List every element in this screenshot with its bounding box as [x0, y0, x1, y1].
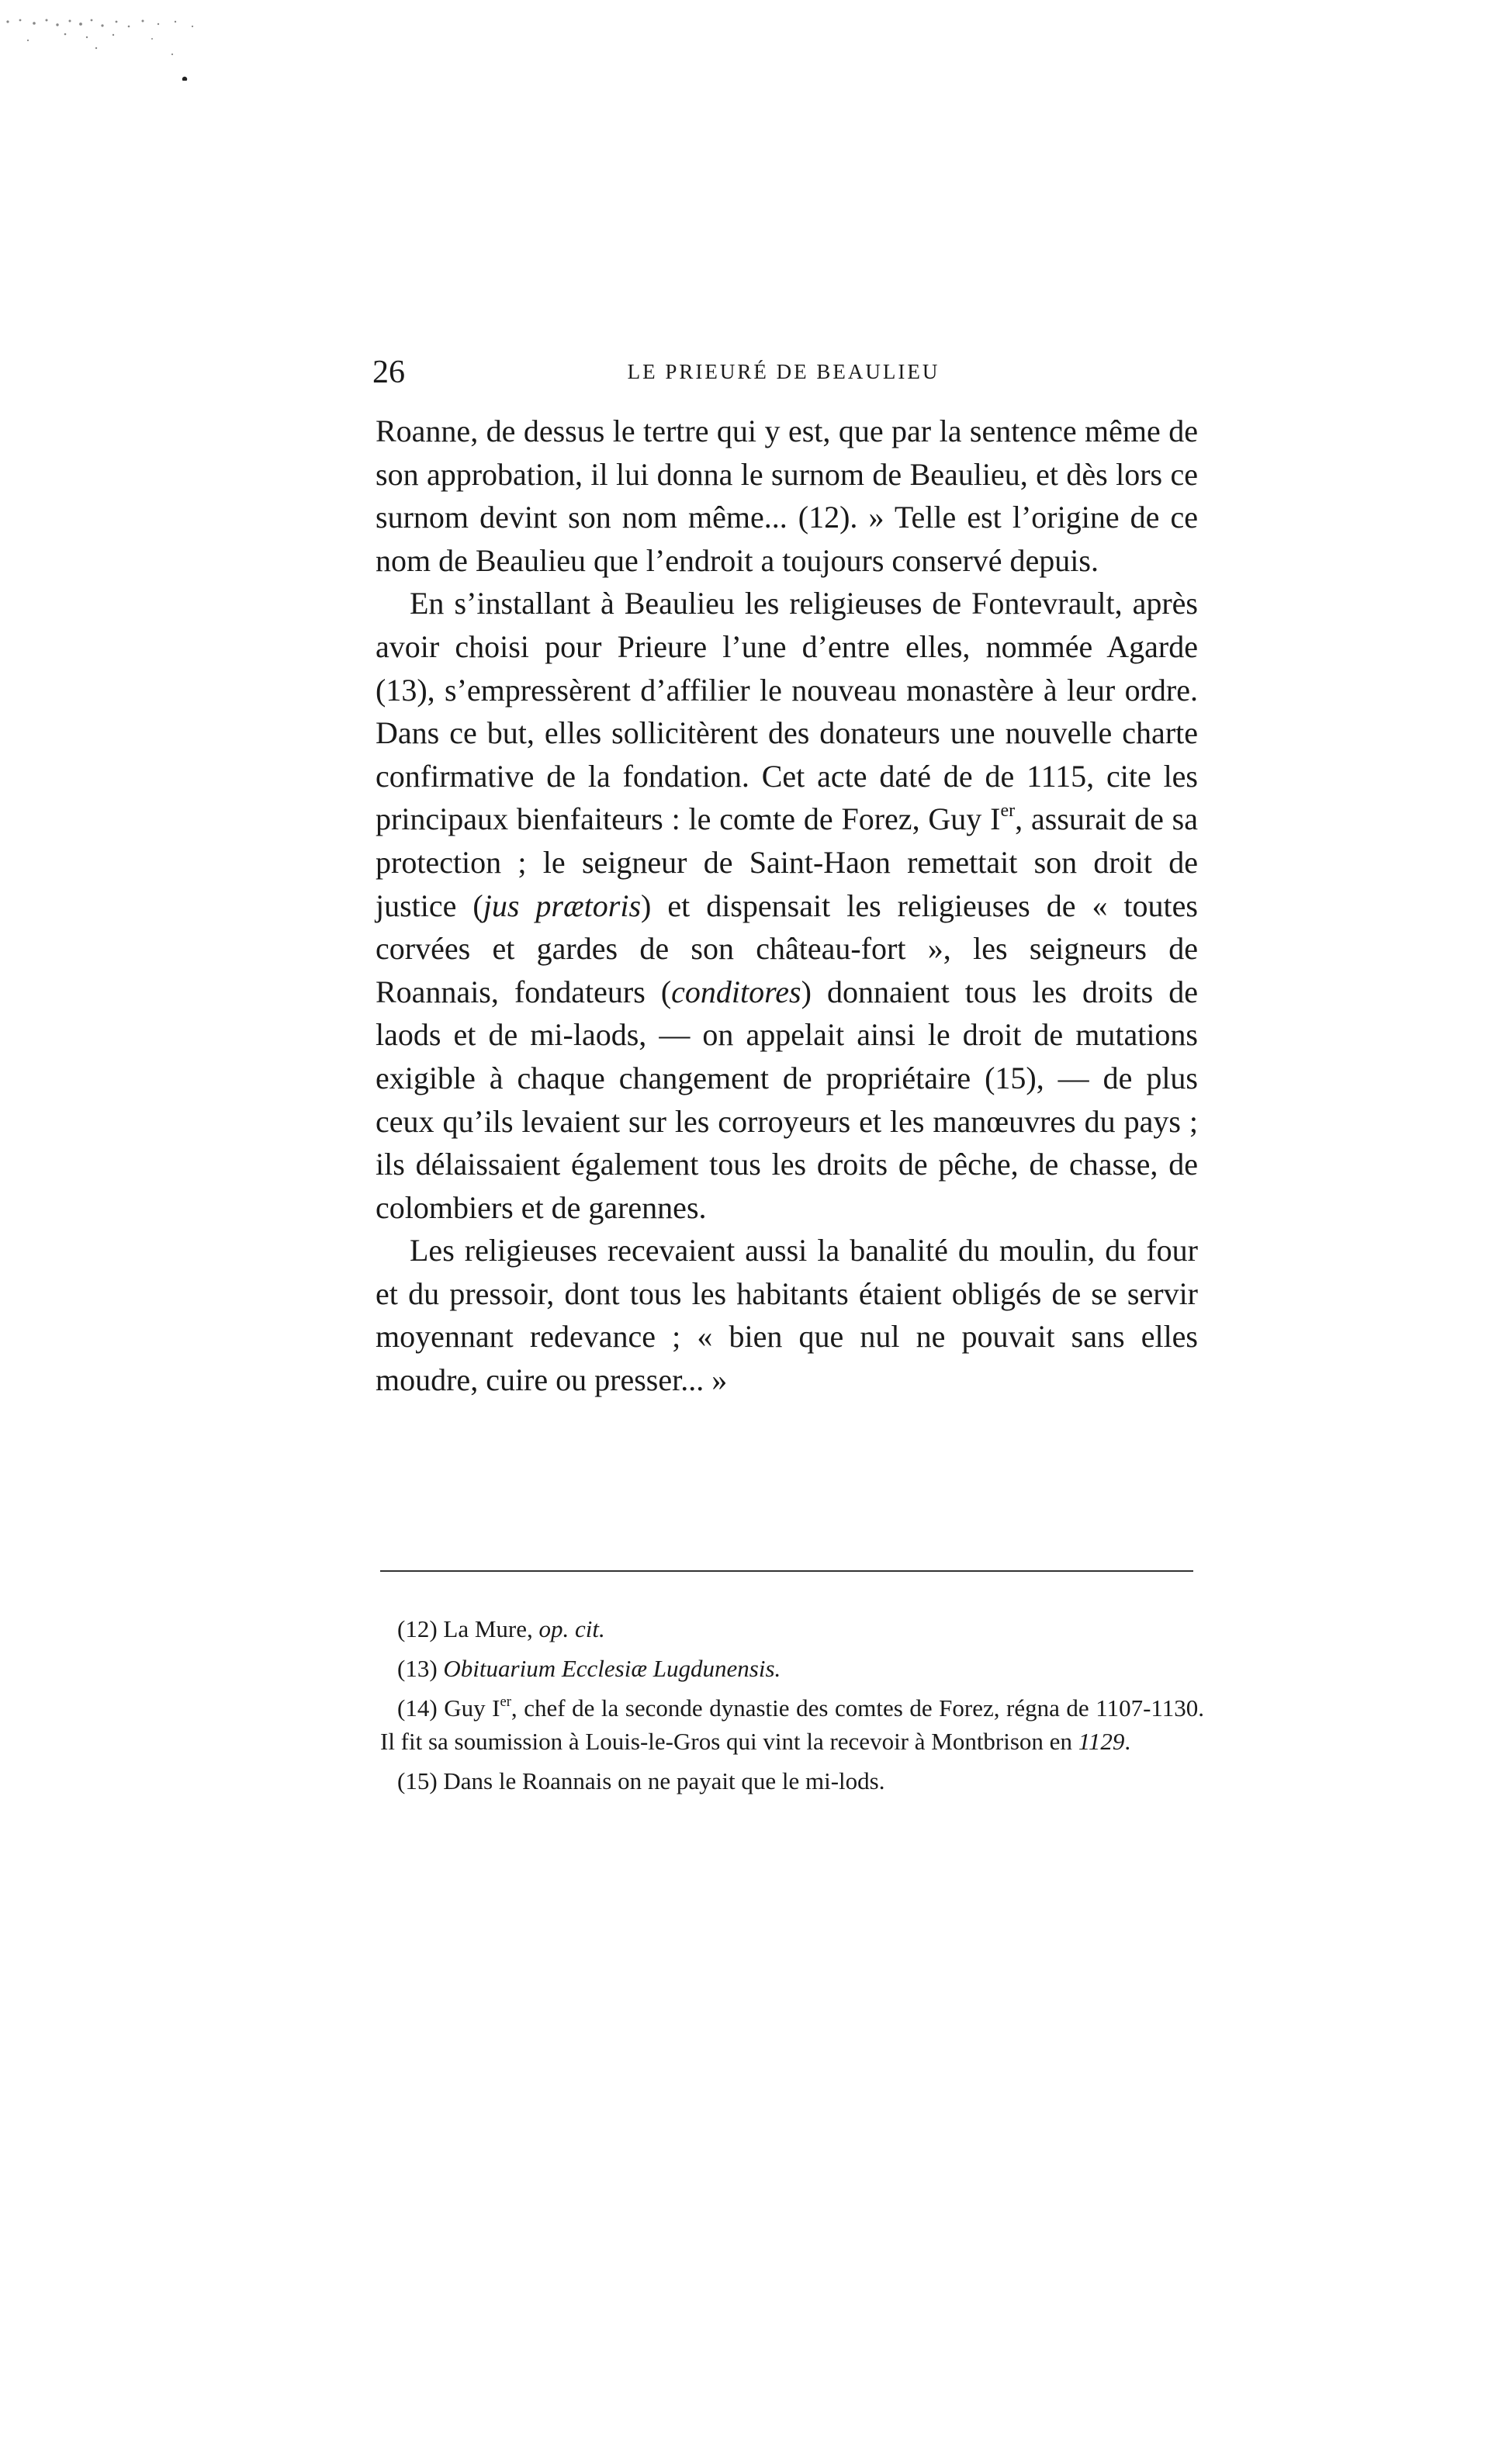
footnote-13-italic: Obituarium Ecclesiæ Lugdunensis. [443, 1655, 781, 1682]
footnote-14-superscript: er [500, 1693, 511, 1710]
paragraph-2 [376, 582, 1198, 1229]
footnote-12 [397, 1612, 1204, 1646]
paragraph-3: Les religieuses recevaient aussi la banalité du moulin, du four et du pressoir, dont tous les habitants étaient obligés de se servir moyennant redevance ; « bien que nul ne pouvait sans elles moudre, cuire ou presser... » [376, 1233, 1198, 1398]
footnote-14-part-b: , chef de la seconde dynastie des comtes de Forez, régna de 1107-1130. Il fit sa soumission à Louis-le-Gros qui vint la recevoir à Montbrison en [380, 1694, 1204, 1755]
paragraph-2-part-d: ) donnaient tous les droits de laods et de mi-laods, — on appelait ainsi le droit de mutations exigible à chaque changement de propriétaire (15), — de plus ceux qu’ils levaient sur les corroyeurs et les manœuvres du pays ; ils délaissaient également tous les droits de pêche, de chasse, de colombiers et de garennes. [376, 974, 1198, 1225]
superscript-er: er [1000, 801, 1016, 822]
footnotes [380, 1612, 1204, 1804]
footnote-14-part-a: (14) Guy I [397, 1694, 500, 1722]
main-text [376, 410, 1198, 1402]
paragraph-2-part-b: , assurait de sa protection ; le seigneur de Saint-Haon remettait son droit de justice ( [376, 801, 1198, 923]
footnote-12-label: (12) La Mure, [397, 1615, 533, 1642]
paragraph-1: Roanne, de dessus le tertre qui y est, que par la sentence même de son approbation, il lui donna le surnom de Beaulieu, et dès lors ce surnom devint son nom même... (12). » Telle est l’origine de ce nom de Beaulieu que l’endroit a toujours conservé depuis. [376, 414, 1198, 578]
latin-jus-praetoris: jus prætoris [483, 888, 642, 923]
footnote-14-end: . [1124, 1728, 1131, 1755]
scan-specks [0, 11, 209, 81]
footnote-15: (15) Dans le Roannais on ne payait que le mi-lods. [397, 1767, 885, 1794]
latin-conditores: conditores [671, 974, 801, 1009]
paragraph-2-part-a: En s’installant à Beaulieu les religieuses de Fontevrault, après avoir choisi pour Prieure l’une d’entre elles, nommée Agarde (13), s’empressèrent d’affilier le nouveau monastère à leur ordre. Dans ce but, elles sollicitèrent des donateurs une nouvelle charte confirmative de la fondation. Cet acte daté de de 1115, cite les principaux bienfaiteurs : le comte de Forez, Guy I [376, 586, 1198, 837]
running-title: LE PRIEURÉ DE BEAULIEU [627, 360, 940, 383]
page-header [372, 354, 1195, 393]
footnote-14 [380, 1691, 1204, 1758]
footnote-rule [380, 1570, 1193, 1572]
footnote-13-label: (13) [397, 1655, 438, 1682]
footnote-13 [397, 1652, 1204, 1685]
page-number: 26 [372, 355, 405, 390]
footnote-14-year: 1129 [1078, 1728, 1125, 1755]
paragraph-2-part-c: ) et dispensait les religieuses de « toutes corvées et gardes de son château-fort », les seigneurs de Roannais, fondateurs ( [376, 888, 1198, 1009]
footnote-12-italic: op. cit. [538, 1615, 605, 1642]
